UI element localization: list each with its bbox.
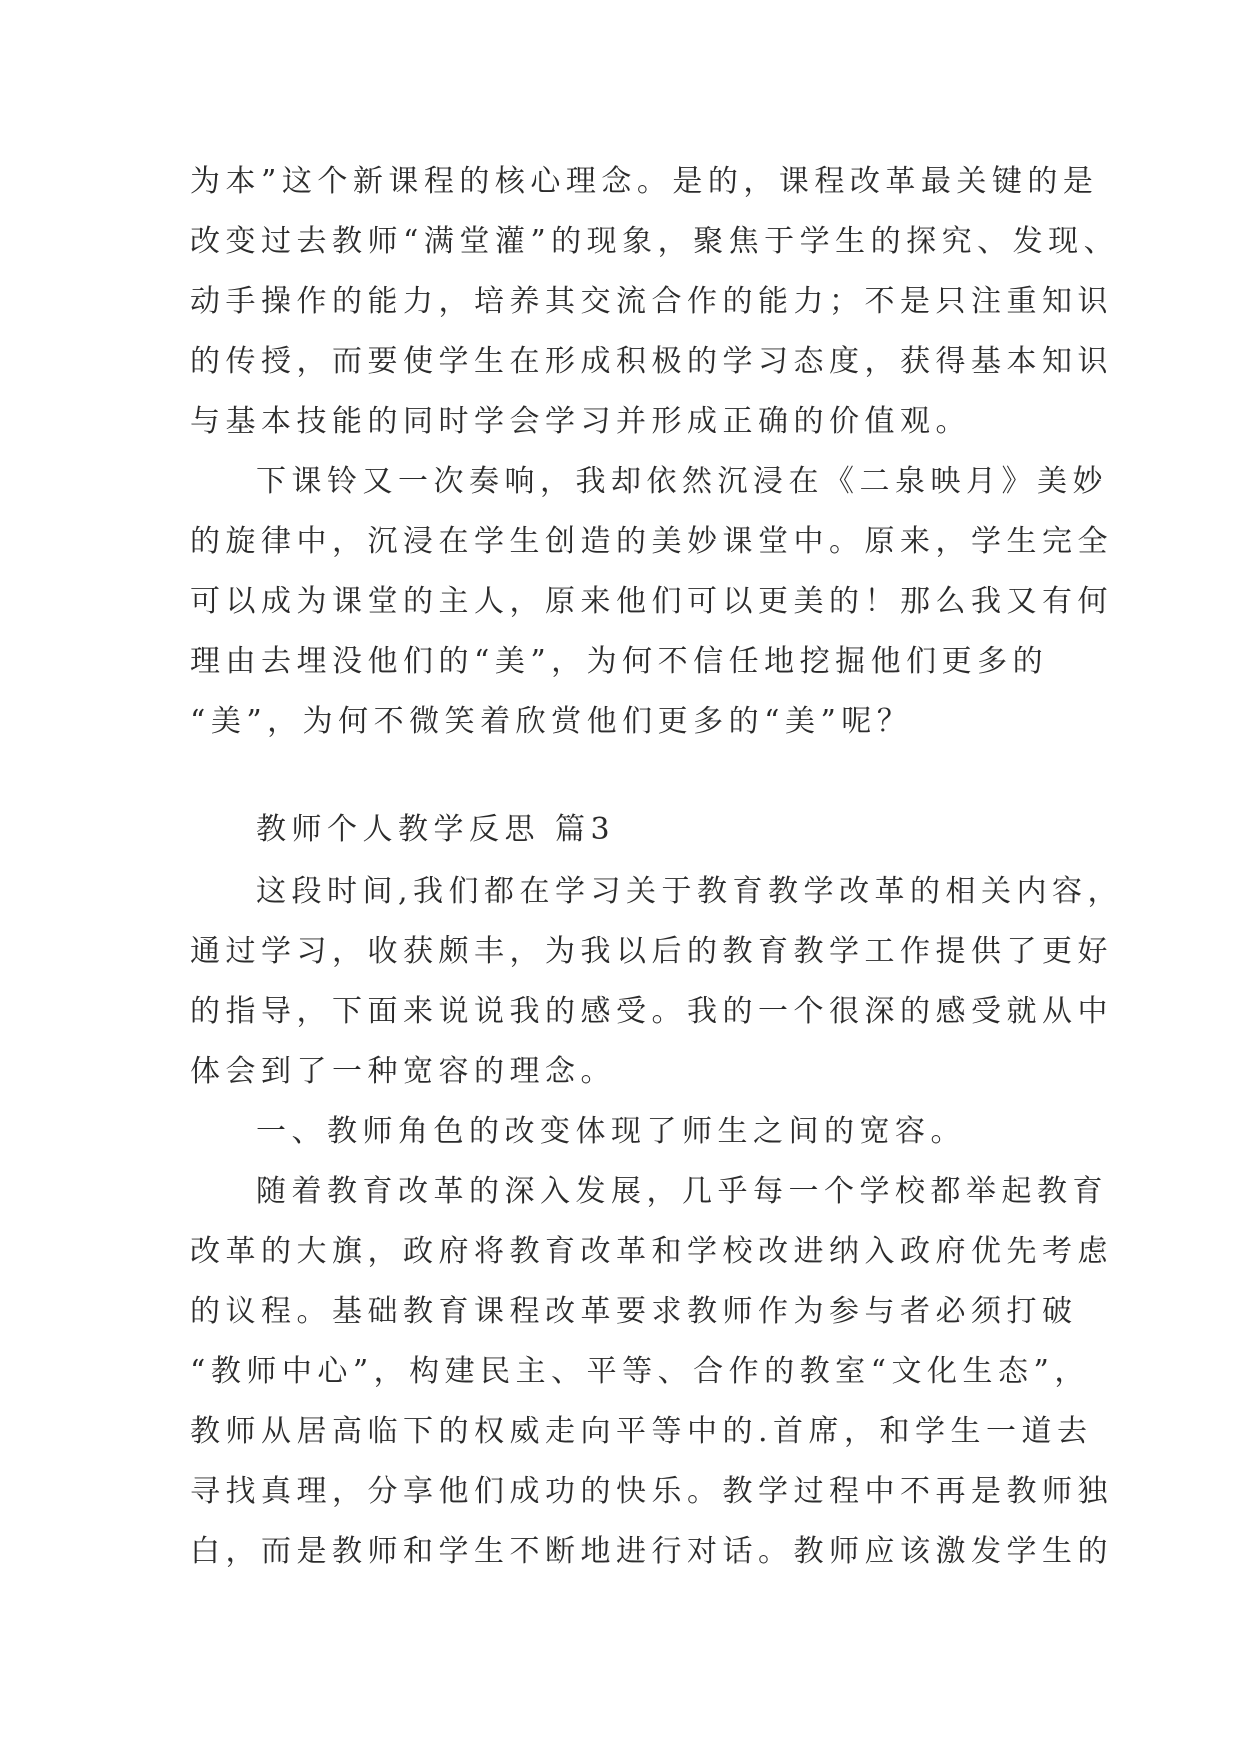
text-line: 的议程。基础教育课程改革要求教师作为参与者必须打破 [190, 1294, 1078, 1329]
text-line: 改革的大旗，政府将教育改革和学校改进纳入政府优先考虑 [190, 1234, 1113, 1269]
section-heading [190, 800, 1055, 860]
text-line: 的指导，下面来说说我的感受。我的一个很深的感受就从中 [190, 994, 1113, 1029]
paragraph-tolerance [190, 862, 1124, 1582]
text-line: “美”，为何不微笑着欣赏他们更多的“美”呢？ [190, 704, 913, 739]
text-line: “教师中心”，构建民主、平等、合作的教室“文化生态”， [190, 1354, 1090, 1389]
text-line: 的传授，而要使学生在形成积极的学习态度，获得基本知识 [190, 344, 1113, 379]
text-line: 改变过去教师“满堂灌”的现象，聚焦于学生的探究、发现、 [190, 224, 1120, 259]
text-line: 与基本技能的同时学会学习并形成正确的价值观。 [190, 404, 971, 439]
paragraph-core-concept [190, 152, 1120, 452]
text-line: 动手操作的能力，培养其交流合作的能力；不是只注重知识 [190, 284, 1113, 319]
subheading-line: 一、教师角色的改变体现了师生之间的宽容。 [256, 1114, 966, 1149]
text-line: 通过学习，收获颇丰，为我以后的教育教学工作提供了更好 [190, 934, 1113, 969]
text-line: 白，而是教师和学生不断地进行对话。教师应该激发学生的 [190, 1534, 1113, 1569]
text-line: 为本”这个新课程的核心理念。是的，课程改革最关键的是 [190, 164, 1099, 199]
text-line: 理由去埋没他们的“美”，为何不信任地挖掘他们更多的 [190, 644, 1049, 679]
text-line: 体会到了一种宽容的理念。 [190, 1054, 616, 1089]
text-line: 可以成为课堂的主人，原来他们可以更美的！那么我又有何 [190, 584, 1113, 619]
text-line: 下课铃又一次奏响，我却依然沉浸在《二泉映月》美妙 [256, 464, 1108, 499]
text-line: 寻找真理，分享他们成功的快乐。教学过程中不再是教师独 [190, 1474, 1113, 1509]
text-line: 的旋律中，沉浸在学生创造的美妙课堂中。原来，学生完全 [190, 524, 1113, 559]
text-line: 教师从居高临下的权威走向平等中的.首席，和学生一道去 [190, 1414, 1093, 1449]
section-title: 教师个人教学反思 篇3 [256, 812, 616, 847]
paragraph-classroom-beauty [190, 452, 1113, 752]
text-line: 这段时间,我们都在学习关于教育教学改革的相关内容， [256, 874, 1124, 909]
text-line: 随着教育改革的深入发展，几乎每一个学校都举起教育 [256, 1174, 1108, 1209]
